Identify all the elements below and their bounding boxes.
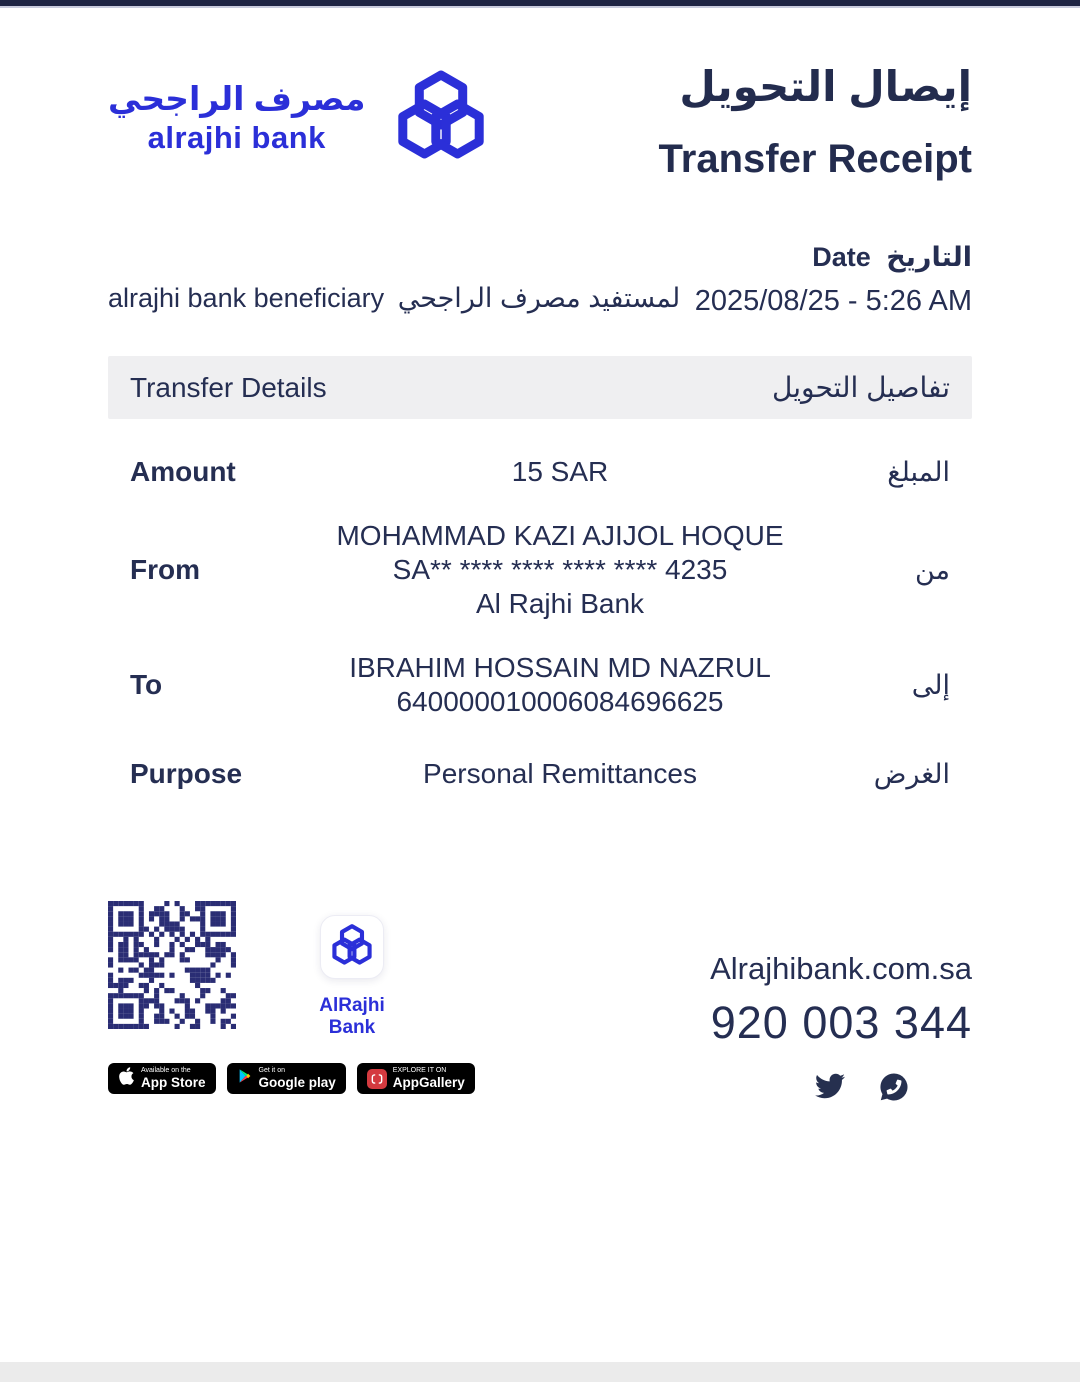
google-play-badge[interactable] (227, 1063, 346, 1094)
meta-row (108, 242, 972, 318)
social-icons (710, 1071, 910, 1108)
logo-arabic-text: مصرف الراجحي (108, 80, 366, 118)
store-badges (108, 1063, 475, 1094)
detail-row-to (108, 651, 972, 719)
detail-row-amount (108, 455, 972, 489)
phone-number: 920 003 344 (710, 997, 972, 1048)
detail-row-purpose (108, 757, 972, 791)
row-value: MOHAMMAD KAZI AJIJOL HOQUE SA** **** **** **** **** 4235 Al Rajhi Bank (336, 520, 784, 619)
apple-icon (118, 1066, 135, 1091)
row-value: Personal Remittances (423, 758, 697, 789)
row-label-arabic: من (914, 554, 950, 585)
website-link[interactable]: Alrajhibank.com.sa (710, 951, 972, 986)
date-label (695, 242, 972, 273)
badge-bottom-text: AppGallery (392, 1074, 465, 1090)
logo-text (108, 80, 365, 156)
badge-bottom-text: App Store (141, 1074, 206, 1090)
row-value: IBRAHIM HOSSAIN MD NAZRUL 640000010006084696625 (349, 652, 771, 717)
badge-top-text: Get it on (258, 1066, 285, 1074)
appgallery-icon (367, 1069, 387, 1089)
beneficiary-arabic: لمستفيد مصرف الراجحي (397, 283, 681, 313)
google-play-icon (237, 1067, 253, 1090)
beneficiary-line (108, 283, 680, 318)
row-label-english: From (130, 554, 200, 585)
badge-top-text: Available on the (141, 1066, 191, 1074)
date-label-arabic: التاريخ (886, 242, 972, 272)
bottom-strip (0, 1362, 1080, 1382)
date-block (695, 242, 972, 318)
title-english: Transfer Receipt (658, 137, 972, 181)
row-label-arabic: المبلغ (887, 456, 950, 487)
app-icon-block (294, 915, 410, 1039)
transfer-details-section (108, 356, 972, 791)
app-name-label: AlRajhi Bank (319, 995, 385, 1038)
alrajhi-logo (108, 54, 491, 182)
logo-latin-text: alrajhi bank (147, 119, 326, 155)
footer-right (710, 951, 972, 1108)
alrajhi-emblem-icon (329, 923, 375, 972)
header (108, 54, 972, 182)
app-store-badge[interactable] (108, 1063, 216, 1094)
date-value: 2025/08/25 - 5:26 AM (694, 285, 972, 317)
details-rows (108, 455, 972, 791)
twitter-icon[interactable] (812, 1071, 848, 1108)
top-strip (0, 0, 1080, 8)
details-header-arabic: تفاصيل التحويل (772, 372, 950, 403)
details-header-english: Transfer Details (130, 371, 327, 403)
row-value: 15 SAR (511, 456, 609, 487)
alrajhi-app-icon (320, 915, 384, 979)
footer (108, 901, 972, 1108)
beneficiary-english: alrajhi bank beneficiary (108, 283, 385, 313)
row-label-english: Purpose (130, 758, 243, 789)
row-label-english: To (130, 669, 163, 700)
page-title (659, 54, 972, 182)
date-label-english: Date (812, 242, 871, 272)
details-header-bar (108, 356, 972, 419)
alrajhi-emblem-icon (391, 68, 491, 168)
appgallery-badge[interactable] (357, 1063, 475, 1094)
qr-code (108, 901, 236, 1034)
whatsapp-icon[interactable] (878, 1071, 910, 1108)
footer-left (108, 901, 475, 1108)
row-label-arabic: إلى (911, 669, 950, 700)
badge-bottom-text: Google play (258, 1074, 336, 1090)
detail-row-from (108, 519, 972, 621)
row-label-english: Amount (130, 456, 236, 487)
row-label-arabic: الغرض (873, 758, 950, 789)
badge-top-text: EXPLORE IT ON (392, 1066, 447, 1074)
title-arabic: إيصال التحويل (679, 63, 972, 110)
